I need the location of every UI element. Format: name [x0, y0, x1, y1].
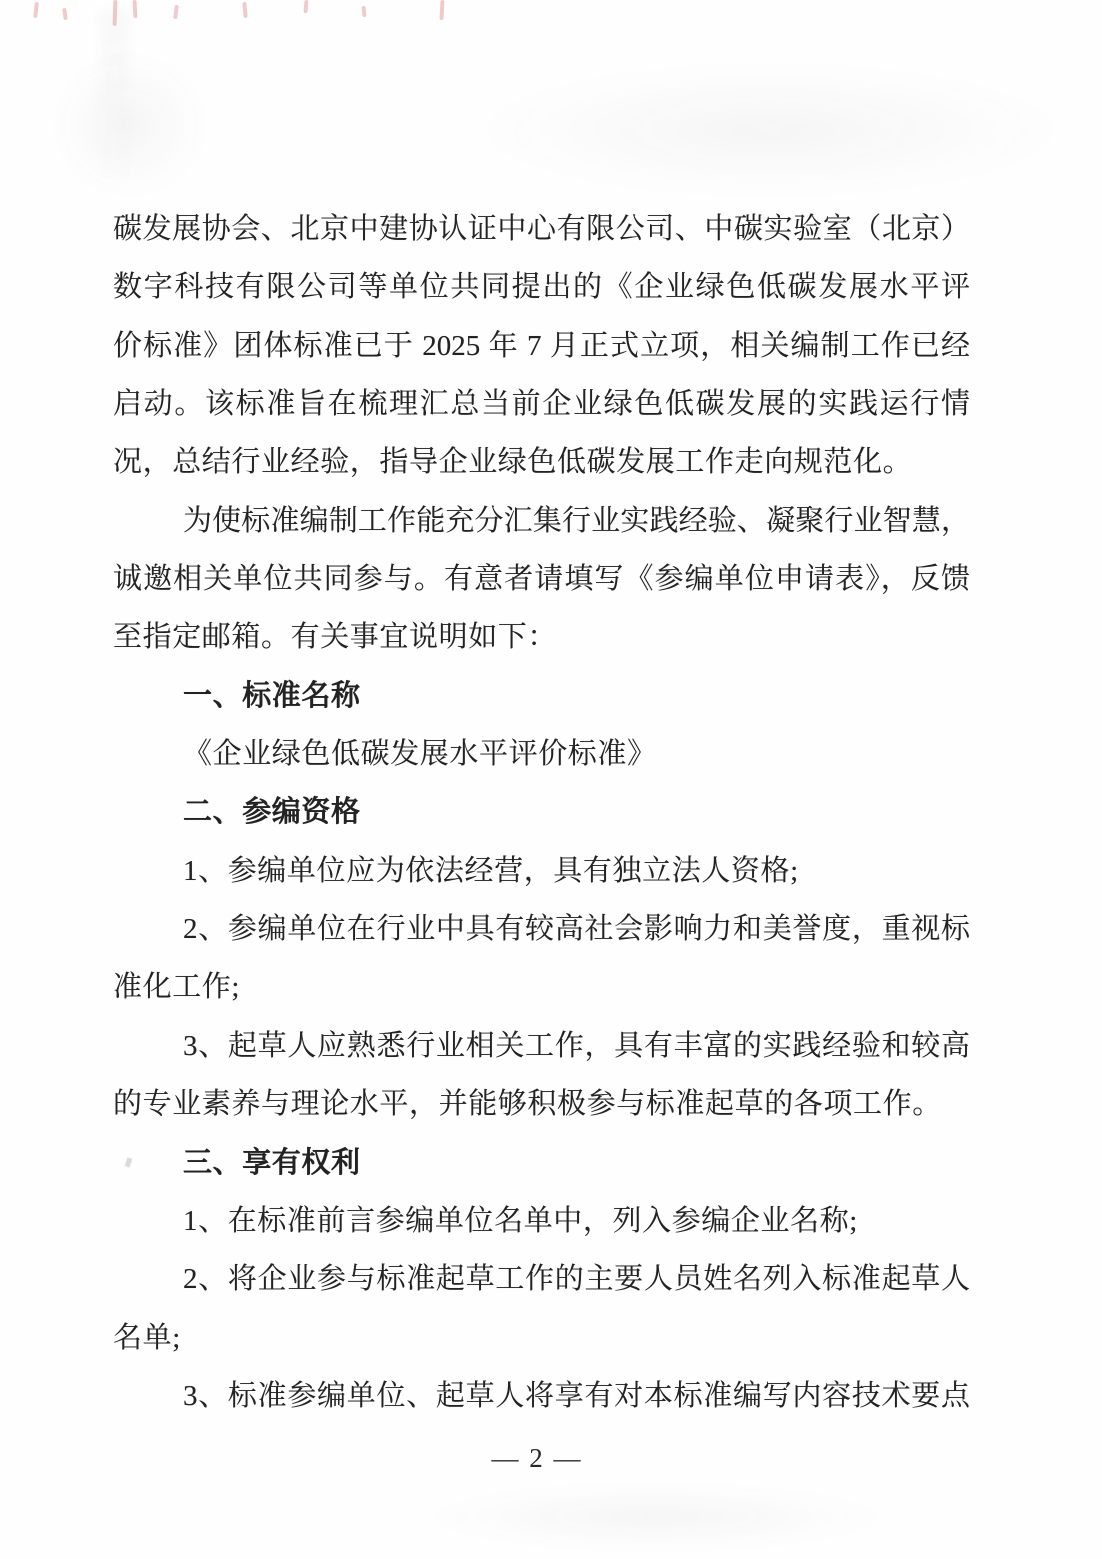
section-heading: 一、标准名称	[183, 679, 361, 712]
text-line: 3、起草人应熟悉行业相关工作，具有丰富的实践经验和较高	[183, 1029, 970, 1062]
scan-artifact-smudge	[100, 10, 130, 190]
section-heading: 二、参编资格	[183, 796, 361, 829]
text-line: 的专业素养与理论水平，并能够积极参与标准起草的各项工作。	[113, 1088, 942, 1121]
text-line: 碳发展协会、北京中建协认证中心有限公司、中碳实验室（北京）	[113, 213, 970, 245]
text-line: 3、标准参编单位、起草人将享有对本标准编写内容技术要点	[183, 1379, 970, 1412]
scan-artifact-smudge	[470, 60, 1070, 200]
text-line: 诚邀相关单位共同参与。有意者请填写《参编单位申请表》，反馈	[113, 563, 970, 596]
text-line: 准化工作;	[113, 971, 241, 1004]
text-line: 况，总结行业经验，指导企业绿色低碳发展工作走向规范化。	[113, 446, 913, 479]
page-number: — 2 —	[491, 1443, 583, 1473]
text-line: 价标准》团体标准已于 2025 年 7 月正式立项，相关编制工作已经	[113, 329, 970, 362]
text-line: 1、参编单位应为依法经营，具有独立法人资格;	[183, 854, 799, 887]
scan-artifact-red-tick	[361, 6, 366, 17]
text-line: 至指定邮箱。有关事宜说明如下：	[113, 621, 558, 654]
text-line: 《企业绿色低碳发展水平评价标准》	[183, 738, 657, 771]
scan-artifact-red-tick	[242, 2, 247, 18]
text-line: 2、将企业参与标准起草工作的主要人员姓名列入标准起草人	[183, 1263, 970, 1296]
text-line: 2、参编单位在行业中具有较高社会影响力和美誉度，重视标	[183, 913, 970, 946]
scan-artifact-smudge	[50, 50, 210, 200]
scan-artifact-red-tick	[173, 5, 179, 19]
text-line: 数字科技有限公司等单位共同提出的《企业绿色低碳发展水平评	[113, 271, 970, 304]
text-line: 启动。该标准旨在梳理汇总当前企业绿色低碳发展的实践运行情	[113, 388, 970, 421]
text-line: 1、在标准前言参编单位名单中，列入参编企业名称;	[183, 1204, 858, 1237]
text-line: 为使标准编制工作能充分汇集行业实践经验、凝聚行业智慧，	[183, 504, 970, 537]
scan-artifact-red-tick	[33, 2, 39, 18]
scan-artifact-red-tick	[304, 0, 309, 13]
scan-artifact-smudge	[420, 1482, 890, 1552]
section-heading: 三、享有权利	[183, 1146, 361, 1179]
scan-artifact-red-tick	[133, 0, 138, 18]
document-body	[113, 200, 970, 1425]
scan-artifact-red-tick	[62, 8, 68, 20]
text-line: 名单;	[113, 1321, 181, 1354]
scan-artifact-red-tick	[439, 0, 444, 20]
